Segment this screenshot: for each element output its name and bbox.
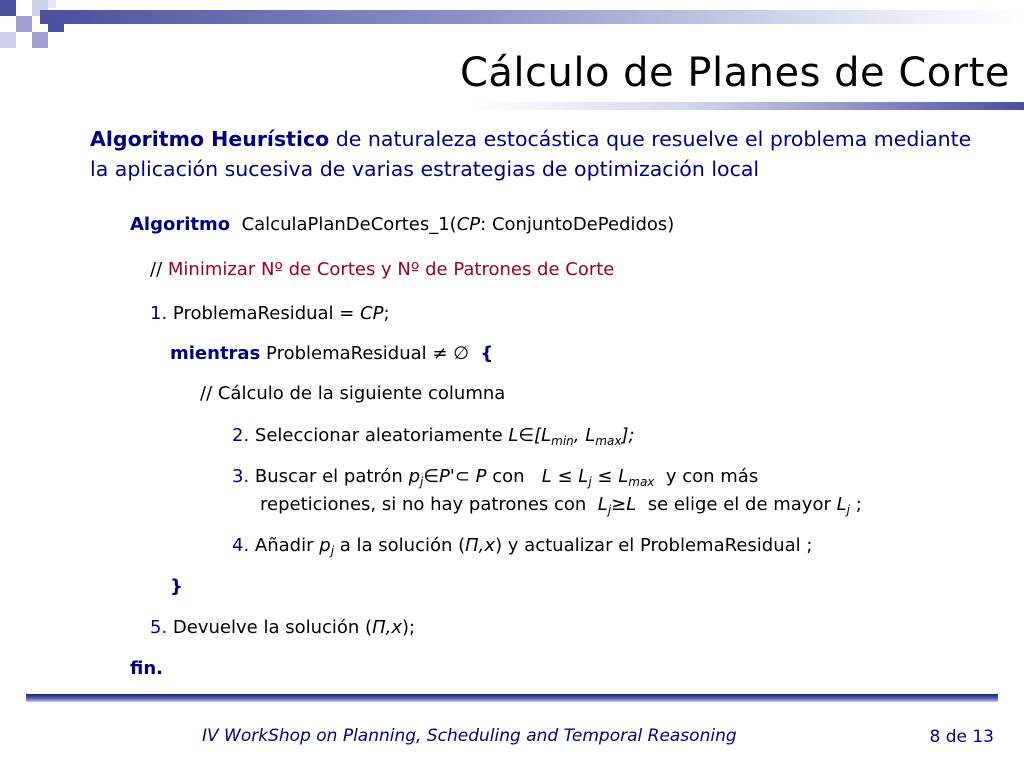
step-2-text: Seleccionar aleatoriamente [254,425,503,446]
intro-bold: Algoritmo Heurístico [90,127,330,151]
while-condition: ProblemaResidual ≠ ∅ [266,343,469,364]
algorithm-header [130,214,674,235]
step-3-line-2 [260,494,862,517]
step-2-sub-max: max [595,434,622,448]
close-brace: } [170,576,183,597]
step-4-text-a: Añadir [254,535,314,556]
step-3-text-a: Buscar el patrón [254,466,403,487]
page-title: Cálculo de Planes de Corte [459,50,1010,96]
step-2-mid: , L [573,425,596,446]
title-accent-bar [40,10,1024,24]
algorithm-param: CP [456,214,481,235]
step-3-line2-end: ; [855,494,862,515]
step-2-sub-min: min [551,434,574,448]
step-4 [232,535,812,558]
step-3-sub-j: j [420,475,424,489]
step-2-math: L∈[L [508,425,552,446]
step-4-text-c: ) y actualizar el ProblemaResidual ; [495,535,813,556]
step-3-sub-max: max [628,475,655,489]
step-1-var: CP [360,303,384,324]
step-4-math-b: Π,x [465,535,496,556]
step-5 [150,617,415,638]
step-3-line2-a: repeticiones, si no hay patrones con [260,494,587,515]
step-5-number: 5. [150,617,168,638]
step-3-math-a: p [408,466,421,487]
step-4-sub-j: j [330,544,335,558]
inner-comment: // Cálculo de la siguiente columna [200,383,506,404]
step-2-number: 2. [232,425,250,446]
step-2 [232,425,635,448]
step-3-line-1 [232,466,758,489]
step-3-sub-j3: j [607,503,612,517]
step-5-text: Devuelve la solución ( [172,617,373,638]
footer-bar [26,694,998,702]
step-3-line2-b: se elige el de mayor [647,494,831,515]
algorithm-name: CalculaPlanDeCortes_1( [241,214,457,235]
step-4-text-b: a la solución ( [339,535,466,556]
decor-square [32,32,48,48]
while-keyword: mientras [170,343,261,364]
decor-square [16,16,32,32]
comment-line [150,259,614,280]
step-1-text: ProblemaResidual = [172,303,355,324]
step-1 [150,303,390,324]
step-3-math-f: ≥L [611,494,637,515]
algorithm-param-type: : ConjuntoDePedidos) [480,214,675,235]
step-3-math-b: ∈P'⊂ P [423,466,487,487]
fin-keyword: fin. [130,658,163,679]
step-4-math-a: p [319,535,331,556]
step-2-end: ]; [621,425,635,446]
step-4-number: 4. [232,535,250,556]
algorithm-keyword: Algoritmo [130,214,231,235]
footer-workshop: IV WorkShop on Planning, Scheduling and Temporal Reasoning [202,726,737,746]
decor-square [0,0,16,16]
step-3-text-c: y con más [665,466,759,487]
open-brace: { [480,343,494,364]
step-3-math-d: ≤ L [597,466,629,487]
decor-square [0,32,16,48]
step-3-number: 3. [232,466,250,487]
page-number: 8 de 13 [929,727,994,747]
step-5-end: ); [401,617,416,638]
step-5-math: Π,x [372,617,402,638]
step-3-math-e: L [597,494,608,515]
step-1-end: ; [383,303,390,324]
intro-paragraph [90,124,990,184]
decor-square [48,0,56,8]
step-3-text-b: con [492,466,525,487]
comment-prefix: // [150,259,163,280]
step-1-number: 1. [150,303,168,324]
comment-text: Minimizar Nº de Cortes y Nº de Patrones de Corte [167,259,615,280]
step-3-math-c: L ≤ L [541,466,589,487]
while-line [170,343,493,364]
step-3-sub-j2: j [588,475,592,489]
step-3-sub-j4: j [846,503,850,517]
title-underline [470,102,1024,110]
intro-text: de naturaleza estocástica que resuelve el problema mediante la aplicación sucesiva de varias estrategias de optimización local [90,127,972,181]
step-3-math-g: L [836,494,847,515]
